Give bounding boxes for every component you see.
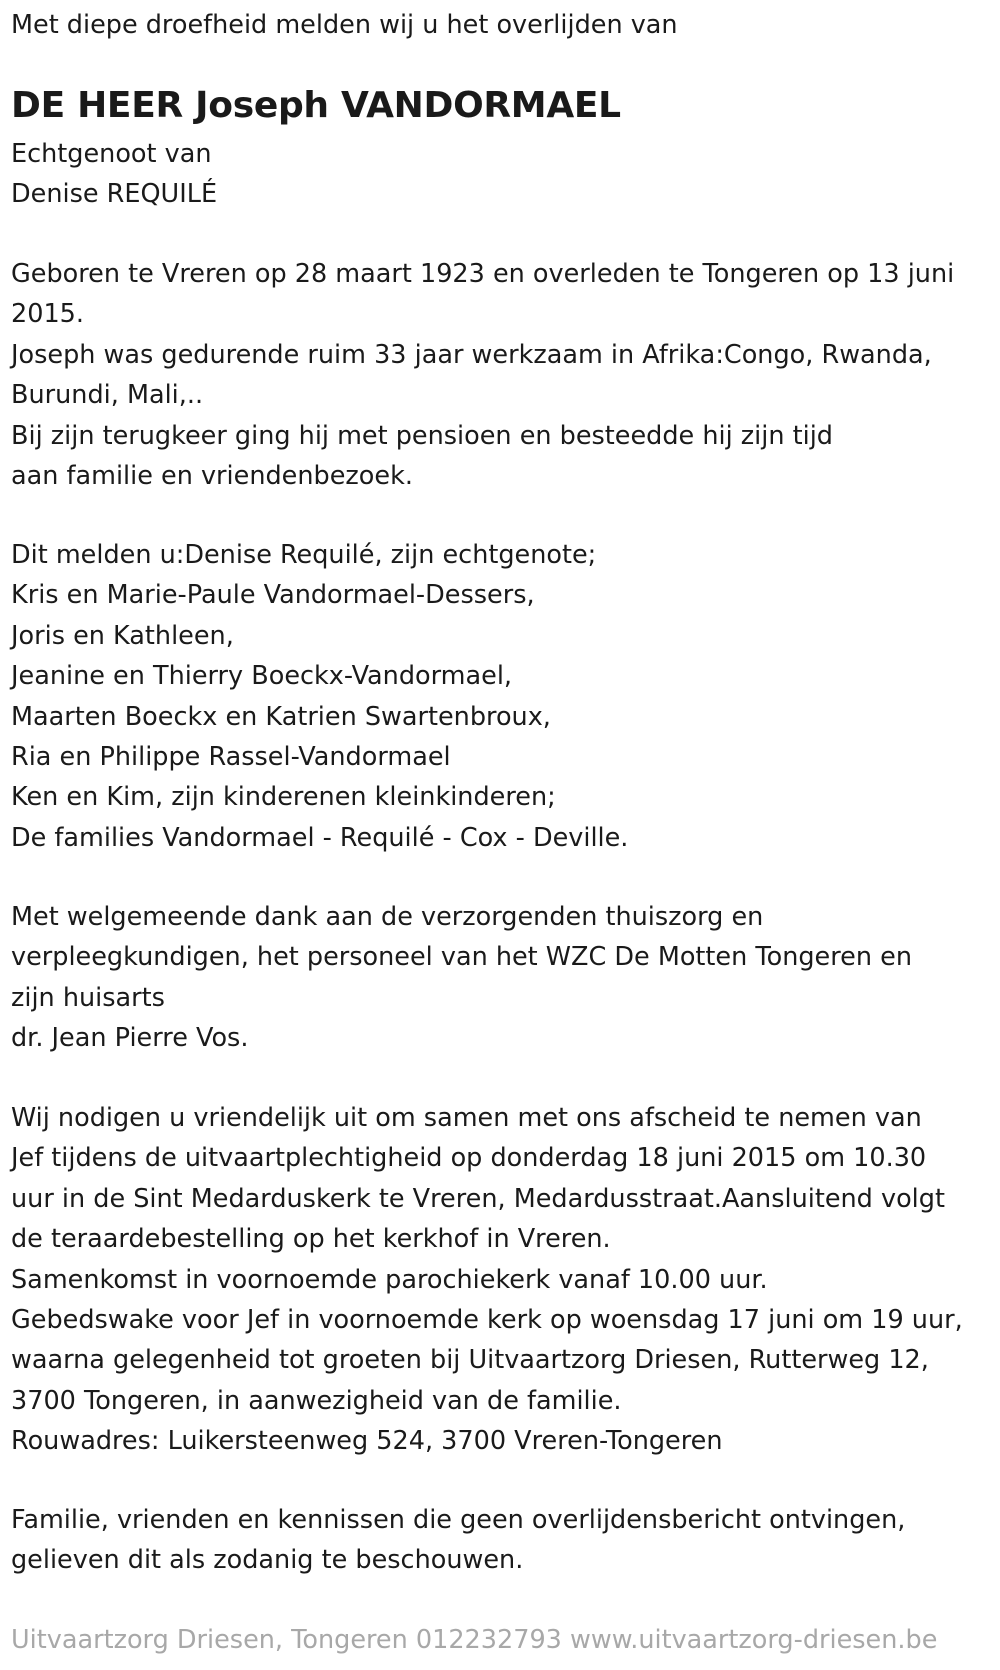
family-line: Joris en Kathleen, bbox=[11, 620, 234, 651]
biography-line: Geboren te Vreren op 28 maart 1923 en overleden te Tongeren op 13 juni bbox=[11, 259, 955, 289]
family-line: Ken en Kim, zijn kinderenen kleinkinderen; bbox=[11, 782, 556, 813]
thanks-block bbox=[11, 897, 912, 1059]
funeral-line: de teraardebestelling op het kerkhof in Vreren. bbox=[11, 1224, 611, 1255]
spouse-line: Denise REQUILÉ bbox=[11, 179, 218, 210]
intro-text: Met diepe droefheid melden wij u het overlijden van bbox=[11, 10, 678, 40]
funeral-line: Samenkomst in voornoemde parochiekerk vanaf 10.00 uur. bbox=[11, 1264, 768, 1295]
funeral-home-footer: Uitvaartzorg Driesen, Tongeren 012232793 www.uitvaartzorg-driesen.be bbox=[11, 1625, 938, 1655]
biography-line: 2015. bbox=[11, 299, 85, 330]
funeral-line: 3700 Tongeren, in aanwezigheid van de familie. bbox=[11, 1385, 622, 1416]
deceased-name: DE HEER Joseph VANDORMAEL bbox=[11, 85, 621, 126]
biography-block bbox=[11, 254, 954, 496]
closing-line: gelieven dit als zodanig te beschouwen. bbox=[11, 1545, 524, 1576]
family-line: Dit melden u:Denise Requilé, zijn echtgenote; bbox=[11, 540, 597, 570]
closing-block bbox=[11, 1500, 905, 1581]
spouse-block bbox=[11, 134, 217, 215]
funeral-line: Jef tijdens de uitvaartplechtigheid op donderdag 18 juni 2015 om 10.30 bbox=[11, 1143, 927, 1174]
thanks-line: zijn huisarts bbox=[11, 982, 165, 1013]
family-line: Kris en Marie-Paule Vandormael-Dessers, bbox=[11, 580, 535, 611]
family-line: Jeanine en Thierry Boeckx-Vandormael, bbox=[11, 661, 513, 692]
funeral-block bbox=[11, 1098, 963, 1462]
biography-line: Joseph was gedurende ruim 33 jaar werkzaam in Afrika:Congo, Rwanda, bbox=[11, 339, 932, 370]
family-line: De families Vandormael - Requilé - Cox - Deville. bbox=[11, 822, 629, 853]
biography-line: Burundi, Mali,.. bbox=[11, 380, 204, 411]
thanks-line: dr. Jean Pierre Vos. bbox=[11, 1023, 249, 1054]
spouse-line: Echtgenoot van bbox=[11, 139, 212, 169]
family-line: Maarten Boeckx en Katrien Swartenbroux, bbox=[11, 701, 551, 732]
family-block bbox=[11, 535, 628, 858]
closing-line: Familie, vrienden en kennissen die geen overlijdensbericht ontvingen, bbox=[11, 1505, 906, 1535]
funeral-line: Rouwadres: Luikersteenweg 524, 3700 Vreren-Tongeren bbox=[11, 1426, 723, 1457]
family-line: Ria en Philippe Rassel-Vandormael bbox=[11, 742, 451, 773]
biography-line: Bij zijn terugkeer ging hij met pensioen en besteedde hij zijn tijd bbox=[11, 420, 833, 451]
funeral-line: Gebedswake voor Jef in voornoemde kerk op woensdag 17 juni om 19 uur, bbox=[11, 1305, 963, 1336]
funeral-line: waarna gelegenheid tot groeten bij Uitvaartzorg Driesen, Rutterweg 12, bbox=[11, 1345, 929, 1376]
thanks-line: Met welgemeende dank aan de verzorgenden thuiszorg en bbox=[11, 902, 764, 932]
thanks-line: verpleegkundigen, het personeel van het WZC De Motten Tongeren en bbox=[11, 942, 912, 973]
funeral-line: uur in de Sint Medarduskerk te Vreren, Medardusstraat.Aansluitend volgt bbox=[11, 1183, 945, 1214]
funeral-line: Wij nodigen u vriendelijk uit om samen met ons afscheid te nemen van bbox=[11, 1103, 922, 1133]
biography-line: aan familie en vriendenbezoek. bbox=[11, 461, 413, 492]
